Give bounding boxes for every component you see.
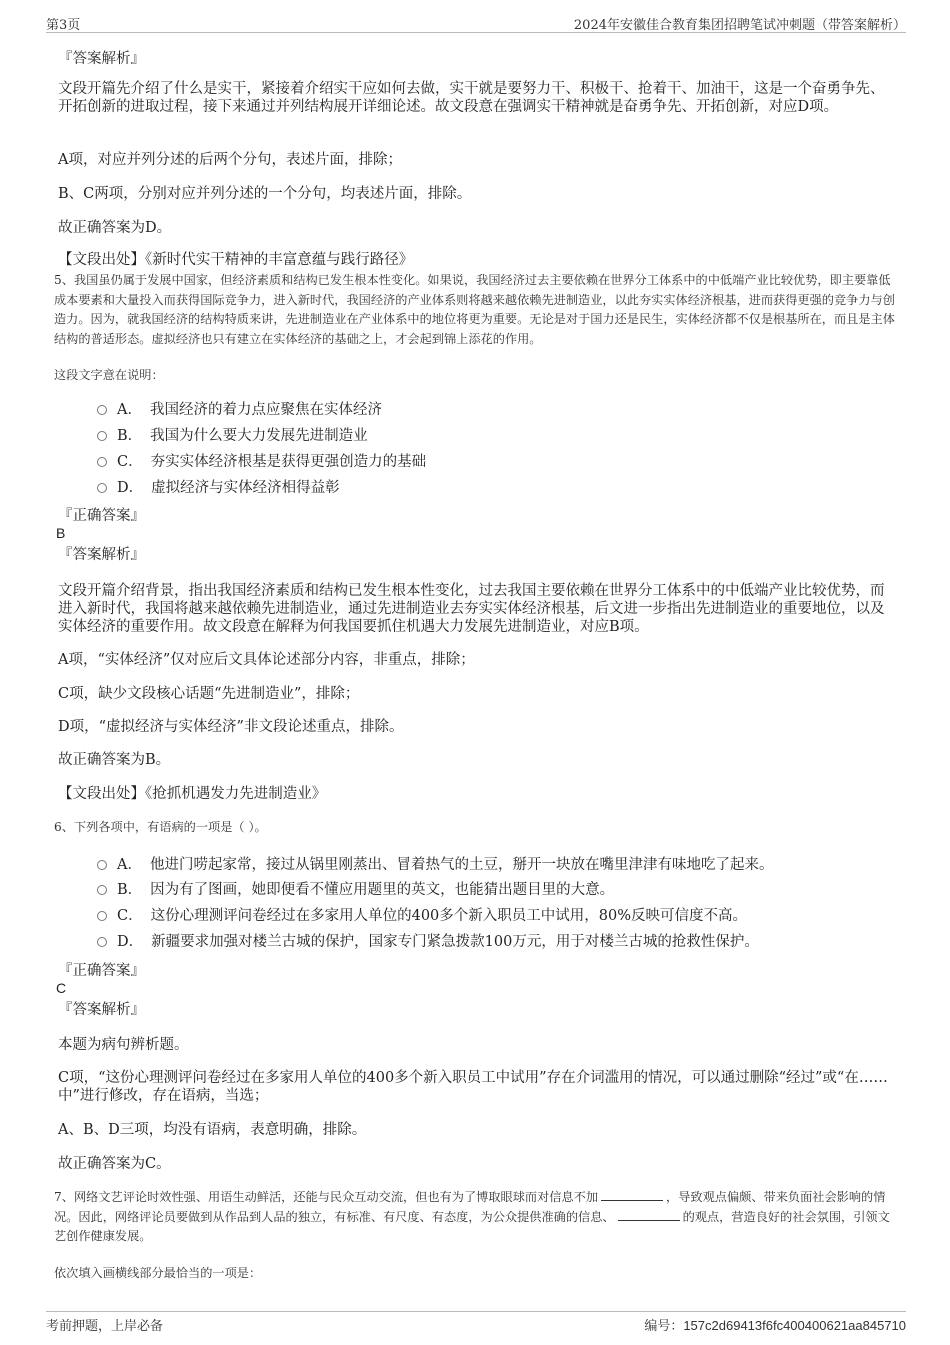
q5-correct-label: 『正确答案』	[58, 508, 145, 524]
q6-analysis-label: 『答案解析』	[58, 1002, 145, 1018]
page-header	[46, 14, 906, 33]
q6-analysis-para3: A、B、D三项，均没有语病，表意明确，排除。	[58, 1122, 367, 1138]
radio-icon[interactable]	[97, 911, 107, 921]
q4-analysis-label: 『答案解析』	[58, 51, 145, 67]
q5-option-c[interactable]: C． 夯实实体经济根基是获得更强创造力的基础	[97, 453, 426, 471]
q6-analysis-para1: 本题为病句辨析题。	[58, 1037, 189, 1053]
q5-option-b[interactable]: B． 我国为什么要大力发展先进制造业	[97, 427, 368, 445]
radio-icon[interactable]	[97, 431, 107, 441]
q7-stem: 7、网络文艺评论时效性强、用语生动鲜活，还能与民众互动交流，但也有为了博取眼球而对信息不加 ，导致观点偏颇、带来负面社会影响的情况。因此，网络评论员要做到从作品到人品的独立，有标准、有尺度、有态度，为公众提供准确的信息、 的观点，营造良好的社会氛围，引领文艺创作健康发展。	[54, 1190, 890, 1243]
document-title: 2024年安徽佳合教育集团招聘笔试冲刺题（带答案解析）	[573, 18, 906, 33]
q6-correct-label: 『正确答案』	[58, 963, 145, 979]
page-number: 第3页	[46, 18, 81, 33]
q7-prompt: 依次填入画横线部分最恰当的一项是：	[54, 1266, 262, 1280]
q6-analysis-para4: 故正确答案为C。	[58, 1156, 171, 1172]
radio-icon[interactable]	[97, 457, 107, 467]
q6-stem: 6、下列各项中，有语病的一项是（ ）。	[54, 820, 267, 834]
document-id: 编号：157c2d69413f6fc400400621aa845710	[644, 1318, 906, 1333]
q5-prompt: 这段文字意在说明：	[54, 368, 164, 382]
q4-analysis-para3: B、C两项，分别对应并列分述的一个分句，均表述片面，排除。	[58, 186, 472, 202]
q5-option-a[interactable]: A． 我国经济的着力点应聚焦在实体经济	[97, 401, 382, 419]
radio-icon[interactable]	[97, 405, 107, 415]
q4-analysis-para1: 文段开篇先介绍了什么是实干，紧接着介绍实干应如何去做，实干就是要努力干、积极干、抢着干、加油干，这是一个奋勇争先、开拓创新的进取过程，接下来通过并列结构展开详细论述。故文段意在强调实干精神就是奋勇争先、开拓创新，对应D项。	[58, 81, 885, 115]
fill-blank-2[interactable]	[618, 1208, 680, 1221]
q6-option-c[interactable]: C． 这份心理测评问卷经过在多家用人单位的400多个新入职员工中试用，80%反映可信度不高。	[97, 907, 747, 925]
q4-source: 【文段出处】《新时代实干精神的丰富意蕴与践行路径》	[58, 252, 414, 268]
q6-analysis-para2: C项，“这份心理测评问卷经过在多家用人单位的400多个新入职员工中试用”存在介词滥用的情况，可以通过删除“经过”或“在……中”进行修改，存在语病，当选；	[58, 1070, 888, 1104]
q6-option-d[interactable]: D． 新疆要求加强对楼兰古城的保护，国家专门紧急拨款100万元，用于对楼兰古城的抢救性保护。	[97, 933, 759, 951]
q6-answer: C	[56, 980, 67, 996]
q5-option-d[interactable]: D． 虚拟经济与实体经济相得益彰	[97, 479, 340, 497]
footer-slogan: 考前押题，上岸必备	[46, 1319, 164, 1334]
fill-blank-1[interactable]	[601, 1188, 663, 1201]
radio-icon[interactable]	[97, 937, 107, 947]
q4-analysis-para4: 故正确答案为D。	[58, 220, 172, 236]
radio-icon[interactable]	[97, 885, 107, 895]
radio-icon[interactable]	[97, 483, 107, 493]
q5-analysis-label: 『答案解析』	[58, 547, 145, 563]
q5-analysis-para3: C项，缺少文段核心话题“先进制造业”，排除；	[58, 686, 360, 702]
radio-icon[interactable]	[97, 860, 107, 870]
q5-analysis-para5: 故正确答案为B。	[58, 752, 171, 768]
q5-source: 【文段出处】《抢抓机遇发力先进制造业》	[58, 786, 327, 802]
page-footer	[46, 1311, 906, 1334]
q4-analysis-para2: A项，对应并列分述的后两个分句，表述片面，排除；	[58, 152, 402, 168]
q5-analysis-para2: A项，“实体经济”仅对应后文具体论述部分内容，非重点，排除；	[58, 652, 475, 668]
q5-analysis-para1: 文段开篇介绍背景，指出我国经济素质和结构已发生根本性变化，过去我国主要依赖在世界分工体系中的中低端产业比较优势，而进入新时代，我国将越来越依赖先进制造业，通过先进制造业去夯实实体经济根基，后文进一步指出先进制造业的重要地位，以及实体经济的重要作用。故文段意在解释为何我国要抓住机遇大力发展先进制造业，对应B项。	[58, 583, 885, 635]
q5-analysis-para4: D项，“虚拟经济与实体经济”非文段论述重点，排除。	[58, 719, 404, 735]
q5-answer: B	[56, 525, 66, 541]
q5-stem: 5、我国虽仍属于发展中国家，但经济素质和结构已发生根本性变化。如果说，我国经济过去主要依赖在世界分工体系中的中低端产业比较优势，即主要靠低成本要素和大量投入而获得国际竞争力，进入新时代，我国经济的产业体系则将越来越依赖先进制造业，以此夯实实体经济根基，进而获得更强的竞争力与创造力。因为，就我国经济的结构特质来讲，先进制造业在产业体系中的地位将更为重要。无论是对于国力还是民生，实体经济都不仅是根基所在，而且是主体结构的普适形态。虚拟经济也只有建立在实体经济的基础之上，才会起到锦上添花的作用。	[54, 273, 895, 346]
q6-option-b[interactable]: B． 因为有了图画，她即便看不懂应用题里的英文，也能猜出题目里的大意。	[97, 881, 614, 899]
q6-option-a[interactable]: A． 他进门唠起家常，接过从锅里刚蒸出、冒着热气的土豆，掰开一块放在嘴里津津有味地吃了起来。	[97, 856, 773, 874]
